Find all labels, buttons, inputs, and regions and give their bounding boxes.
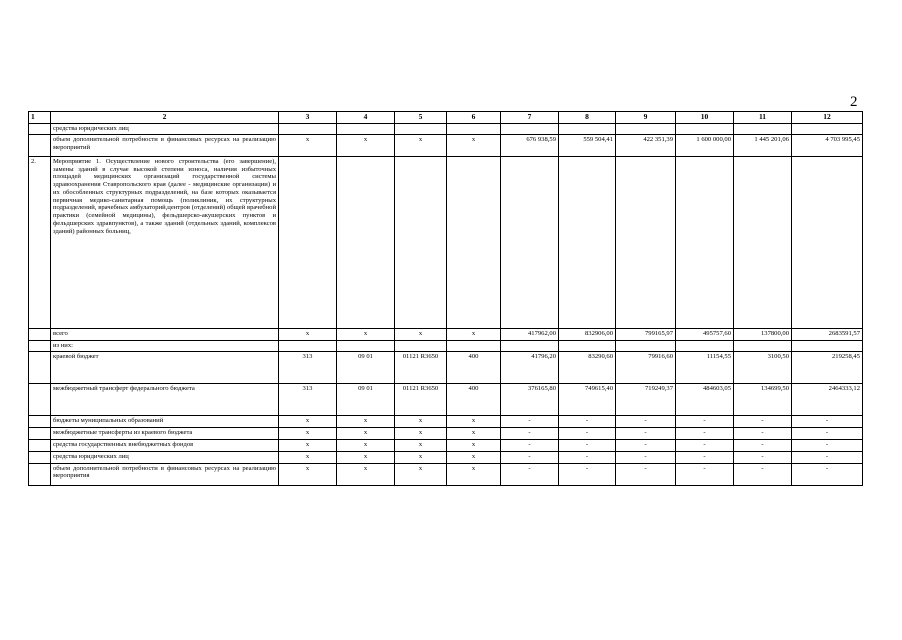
row-label: Мероприятие 1. Осуществление нового строительства (его завершение), замены зданий в случае высокой степени износа, наличия избыточных площадей медицинских организаций государственной системы здравоохранения Ставропольского края (далее - медицинские организации) и их обособленных структурных подразделений, на базе которых оказывается первичная медико-санитарная помощь (поликлиник, их структурных подразделений, врачебных амбулаторий,центров (отделений) общей врачебной практики (семейной медицины), фельдшерско-акушерских пунктов и фельдшерских здравпунктов), а также зданий (отдельных зданий, комплексов зданий) районных больниц, [51,156,279,328]
value-cell: - [734,415,792,427]
column-header: 9 [616,112,676,124]
column-header: 5 [395,112,447,124]
value-cell [559,156,616,328]
code-cell: x [279,328,337,340]
code-cell: x [337,427,395,439]
value-cell: 137800,00 [734,328,792,340]
code-cell: x [279,415,337,427]
value-cell: 2683591,57 [792,328,863,340]
code-cell: x [337,328,395,340]
code-cell: x [395,415,447,427]
row-label: средства государственных внебюджетных фондов [51,439,279,451]
code-cell: 400 [447,383,501,415]
row-label: объем дополнительной потребности в финансовых ресурсах на реализацию мероприятия [51,463,279,485]
value-cell: 676 938,59 [501,134,559,156]
value-cell: - [676,451,734,463]
value-cell: - [501,427,559,439]
code-cell: 09 01 [337,383,395,415]
value-cell: 749615,40 [559,383,616,415]
value-cell [616,124,676,135]
row-index [29,439,51,451]
value-cell [559,124,616,135]
row-index [29,328,51,340]
code-cell [395,124,447,135]
row-index [29,124,51,135]
value-cell: 832906,00 [559,328,616,340]
column-header: 10 [676,112,734,124]
value-cell: - [616,415,676,427]
code-cell: x [279,451,337,463]
value-cell: - [792,439,863,451]
row-index [29,463,51,485]
row-index [29,427,51,439]
value-cell [734,156,792,328]
column-header: 12 [792,112,863,124]
value-cell: - [616,427,676,439]
code-cell [447,340,501,351]
table-row [29,383,863,415]
value-cell: 41796,20 [501,351,559,383]
code-cell: x [279,463,337,485]
code-cell: x [447,451,501,463]
value-cell: - [616,463,676,485]
value-cell: 719249,37 [616,383,676,415]
code-cell: x [395,439,447,451]
value-cell: 79916,60 [616,351,676,383]
column-header: 6 [447,112,501,124]
column-header: 7 [501,112,559,124]
table-header-row [29,112,863,124]
value-cell: - [559,427,616,439]
row-index [29,340,51,351]
value-cell: - [792,463,863,485]
row-label: средства юридических лиц [51,451,279,463]
column-header: 11 [734,112,792,124]
row-label: краевой бюджет [51,351,279,383]
code-cell: 313 [279,383,337,415]
value-cell: 1 600 000,00 [676,134,734,156]
code-cell: x [447,439,501,451]
value-cell: - [676,415,734,427]
code-cell: x [337,439,395,451]
table-row [29,427,863,439]
code-cell: x [395,463,447,485]
value-cell [559,340,616,351]
value-cell: - [792,415,863,427]
table-row [29,415,863,427]
value-cell: - [734,463,792,485]
row-label: из них: [51,340,279,351]
value-cell: - [501,451,559,463]
code-cell: x [337,463,395,485]
value-cell [676,124,734,135]
value-cell: - [792,451,863,463]
column-header: 8 [559,112,616,124]
code-cell: 400 [447,351,501,383]
code-cell [447,156,501,328]
code-cell: 01121 R3650 [395,351,447,383]
code-cell: x [447,427,501,439]
value-cell: 134699,50 [734,383,792,415]
budget-table [28,111,863,486]
code-cell: x [395,451,447,463]
code-cell [279,340,337,351]
value-cell [734,340,792,351]
row-index: 2. [29,156,51,328]
value-cell [676,340,734,351]
row-label: бюджеты муниципальных образований [51,415,279,427]
value-cell: - [616,451,676,463]
value-cell [616,156,676,328]
column-header: 2 [51,112,279,124]
value-cell [676,156,734,328]
code-cell [337,340,395,351]
table-row [29,451,863,463]
value-cell: 4 703 995,45 [792,134,863,156]
value-cell: 422 351,39 [616,134,676,156]
value-cell: 219258,45 [792,351,863,383]
value-cell: - [734,427,792,439]
value-cell: - [501,439,559,451]
value-cell [792,340,863,351]
value-cell: 559 504,41 [559,134,616,156]
value-cell [792,156,863,328]
value-cell: 1 445 201,06 [734,134,792,156]
value-cell: 83290,60 [559,351,616,383]
value-cell: - [501,415,559,427]
row-label: объем дополнительной потребности в финансовых ресурсах на реализацию мероприятий [51,134,279,156]
table-row [29,340,863,351]
code-cell: x [447,328,501,340]
value-cell: 417962,00 [501,328,559,340]
value-cell: - [501,463,559,485]
code-cell: x [447,463,501,485]
code-cell: x [447,415,501,427]
code-cell: x [447,134,501,156]
code-cell [395,340,447,351]
value-cell: - [792,427,863,439]
code-cell: 313 [279,351,337,383]
code-cell: x [395,328,447,340]
code-cell [337,156,395,328]
code-cell: x [279,439,337,451]
row-label: всего [51,328,279,340]
table-row [29,328,863,340]
value-cell: 799165,97 [616,328,676,340]
value-cell: - [616,439,676,451]
value-cell: - [559,463,616,485]
value-cell: - [676,463,734,485]
value-cell [501,124,559,135]
code-cell: 01121 R3650 [395,383,447,415]
row-index [29,351,51,383]
code-cell: x [337,134,395,156]
table-row [29,439,863,451]
value-cell: 3100,50 [734,351,792,383]
code-cell: x [395,134,447,156]
table-row [29,156,863,328]
code-cell: x [337,415,395,427]
code-cell: x [337,451,395,463]
code-cell [279,156,337,328]
code-cell: x [395,427,447,439]
code-cell [337,124,395,135]
table-row [29,463,863,485]
row-index [29,383,51,415]
value-cell: - [734,439,792,451]
code-cell: x [279,134,337,156]
column-header: 1 [29,112,51,124]
row-label: межбюджетные трансферты из краевого бюджета [51,427,279,439]
value-cell: - [559,451,616,463]
value-cell: 11154,55 [676,351,734,383]
row-index [29,415,51,427]
value-cell: 2464333,12 [792,383,863,415]
code-cell [279,124,337,135]
value-cell [616,340,676,351]
column-header: 3 [279,112,337,124]
code-cell [447,124,501,135]
page-number: 2 [850,94,858,110]
row-label: средства юридических лиц [51,124,279,135]
value-cell: - [676,427,734,439]
code-cell: x [279,427,337,439]
table-row [29,124,863,135]
value-cell: - [676,439,734,451]
value-cell [734,124,792,135]
value-cell [792,124,863,135]
value-cell: - [559,439,616,451]
row-index [29,134,51,156]
value-cell: 495757,60 [676,328,734,340]
code-cell: 09 01 [337,351,395,383]
column-header: 4 [337,112,395,124]
value-cell: - [734,451,792,463]
code-cell [395,156,447,328]
value-cell [501,340,559,351]
value-cell: 484603,05 [676,383,734,415]
row-label: межбюджетный трансферт федерального бюджета [51,383,279,415]
value-cell [501,156,559,328]
row-index [29,451,51,463]
table-row [29,351,863,383]
value-cell: 376165,80 [501,383,559,415]
value-cell: - [559,415,616,427]
table-row [29,134,863,156]
